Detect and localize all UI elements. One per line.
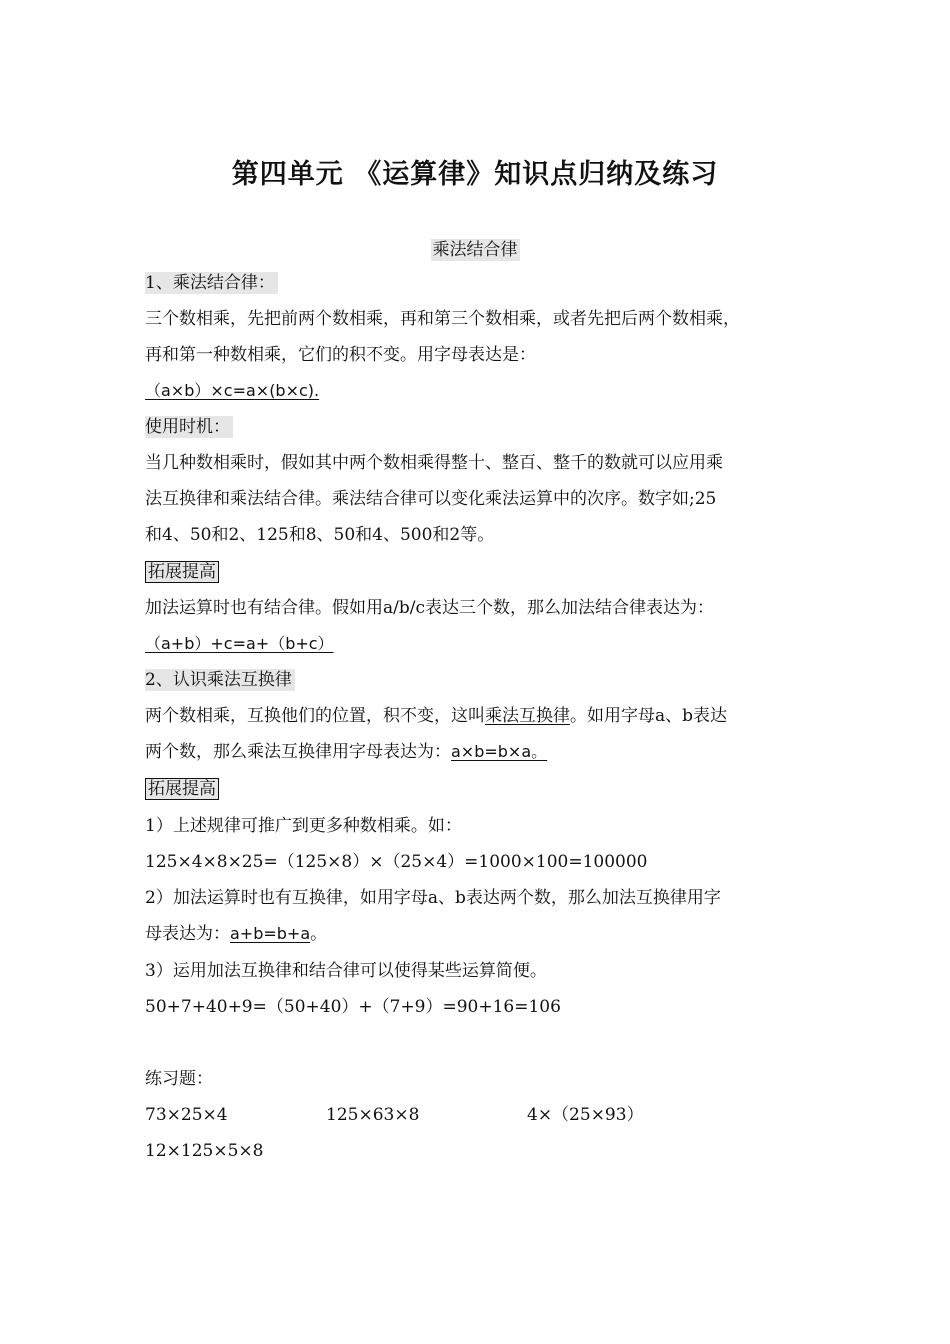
comm-heading: 2、认识乘法互换律: [145, 669, 295, 691]
ext-item-2-line-2: 母表达为：a+b=b+a。: [145, 924, 328, 944]
ext-item-2-line-1: 2）加法运算时也有互换律，如用字母a、b表达两个数，那么加法互换律用字: [145, 888, 721, 908]
page-title: 第四单元 《运算律》知识点归纳及练习: [231, 159, 719, 190]
addition-assoc-formula: （a+b）+c=a+（b+c）: [145, 634, 334, 653]
comm-formula: a×b=b×a。: [451, 742, 548, 761]
comm-desc-line-1: 两个数相乘，互换他们的位置，积不变，这叫乘法互换律。如用字母a、b表达: [145, 706, 728, 726]
extension-heading-2: 拓展提高: [145, 778, 219, 800]
usage-line-3: 和4、50和2、125和8、50和4、500和2等。: [145, 525, 495, 545]
exercise-item: 125×63×8: [326, 1105, 420, 1125]
comm-desc-line-2: 两个数，那么乘法互换律用字母表达为：a×b=b×a。: [145, 742, 548, 762]
usage-line-1: 当几种数相乘时，假如其中两个数相乘得整十、整百、整千的数就可以应用乘: [145, 453, 723, 473]
extension-text-1: 加法运算时也有结合律。假如用a/b/c表达三个数，那么加法结合律表达为：: [145, 598, 714, 618]
assoc-desc-line-2: 再和第一种数相乘，它们的积不变。用字母表达是：: [145, 345, 536, 365]
ext-item-3: 3）运用加法互换律和结合律可以使得某些运算简便。: [145, 961, 547, 981]
addition-comm-formula: a+b=b+a: [230, 924, 311, 943]
assoc-heading: 1、乘法结合律：: [145, 272, 278, 294]
exercise-item: 12×125×5×8: [145, 1141, 264, 1161]
extension-heading-1: 拓展提高: [145, 561, 219, 583]
usage-heading: 使用时机：: [145, 416, 233, 438]
ext-item-1: 1）上述规律可推广到更多种数相乘。如：: [145, 816, 462, 836]
usage-line-2: 法互换律和乘法结合律。乘法结合律可以变化乘法运算中的次序。数字如;25: [145, 489, 717, 509]
exercises-heading: 练习题：: [145, 1069, 213, 1089]
assoc-desc-line-1: 三个数相乘，先把前两个数相乘，再和第三个数相乘，或者先把后两个数相乘，: [145, 309, 740, 329]
comm-term: 乘法互换律: [485, 706, 570, 726]
ext-item-1-example: 125×4×8×25=（125×8）×（25×4）=1000×100=100000: [145, 852, 648, 872]
exercise-item: 4×（25×93）: [527, 1105, 644, 1125]
section-heading-text: 乘法结合律: [432, 240, 518, 260]
exercise-item: 73×25×4: [145, 1105, 228, 1125]
ext-item-3-example: 50+7+40+9=（50+40）+（7+9）=90+16=106: [145, 997, 561, 1017]
assoc-formula: （a×b）×c=a×(b×c).: [145, 381, 320, 400]
section-heading: [0, 235, 950, 260]
